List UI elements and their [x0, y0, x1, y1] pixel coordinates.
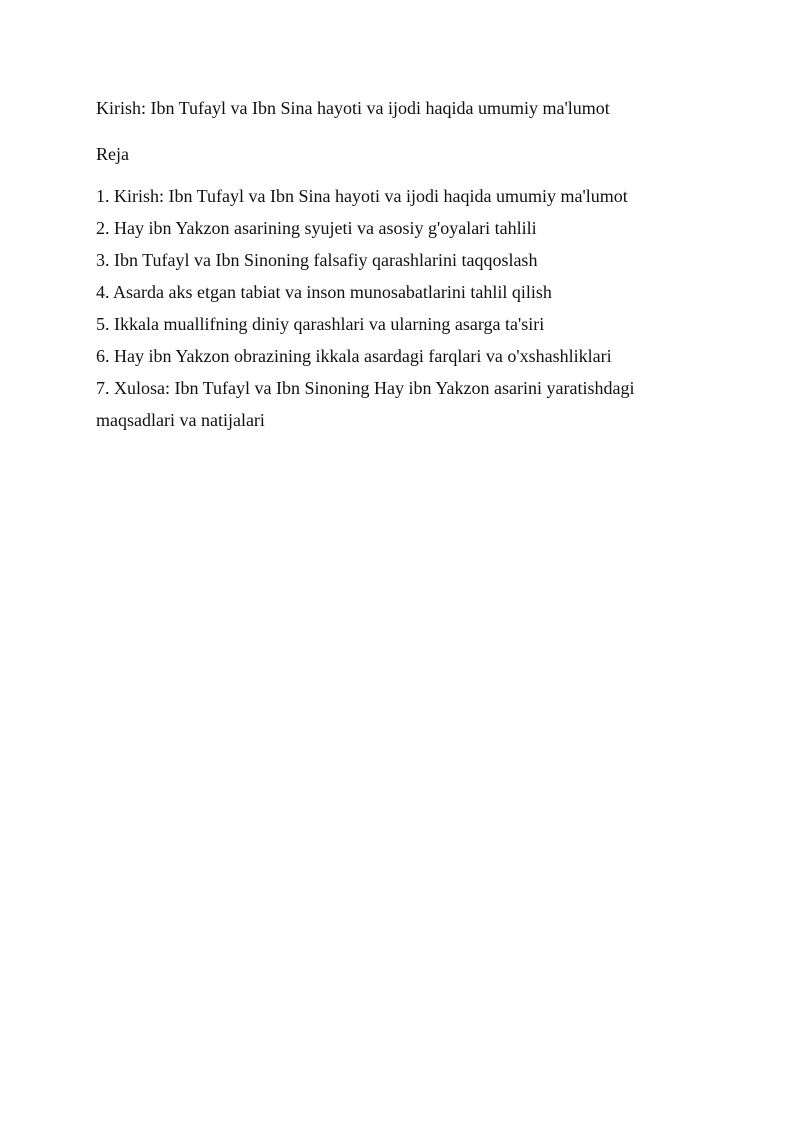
plan-item-6: 6. Hay ibn Yakzon obrazining ikkala asardagi farqlari va o'xshashliklari — [96, 346, 612, 366]
document-heading: Kirish: Ibn Tufayl va Ibn Sina hayoti va ijodi haqida umumiy ma'lumot — [96, 98, 610, 118]
plan-item-4: 4. Asarda aks etgan tabiat va inson munosabatlarini tahlil qilish — [96, 282, 552, 302]
plan-item-2: 2. Hay ibn Yakzon asarining syujeti va asosiy g'oyalari tahlili — [96, 218, 537, 238]
plan-title: Reja — [96, 144, 129, 164]
plan-item-1: 1. Kirish: Ibn Tufayl va Ibn Sina hayoti va ijodi haqida umumiy ma'lumot — [96, 186, 628, 206]
plan-item-3: 3. Ibn Tufayl va Ibn Sinoning falsafiy qarashlarini taqqoslash — [96, 250, 538, 270]
plan-item-7: 7. Xulosa: Ibn Tufayl va Ibn Sinoning Hay ibn Yakzon asarini yaratishdagi maqsadlari va natijalari — [96, 378, 635, 430]
plan-list — [96, 180, 716, 436]
plan-item-5: 5. Ikkala muallifning diniy qarashlari va ularning asarga ta'siri — [96, 314, 545, 334]
document-content — [96, 92, 716, 436]
